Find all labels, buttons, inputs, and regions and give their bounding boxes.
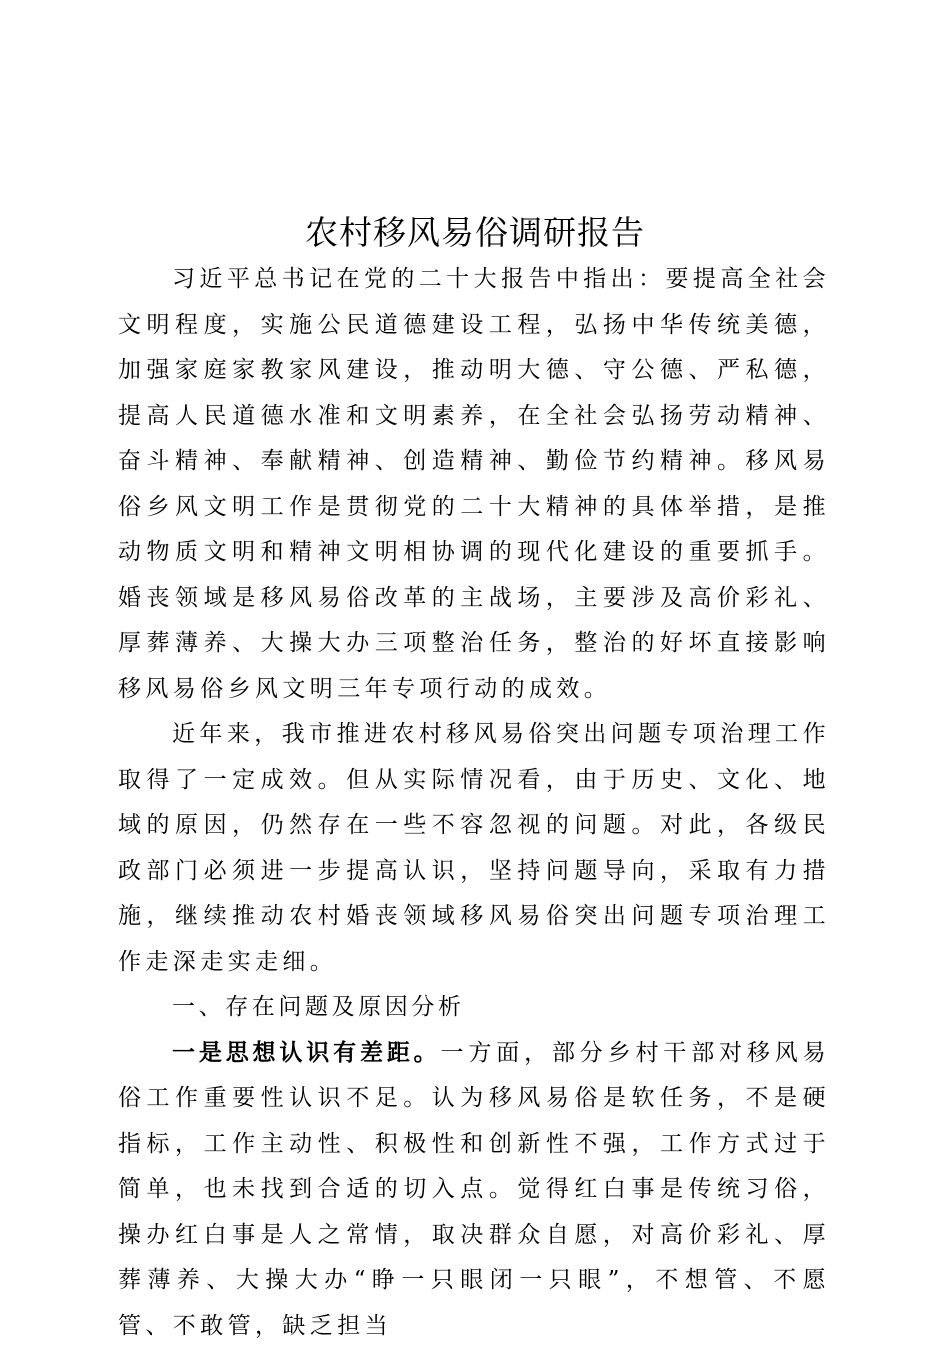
point-one-text: 一方面，部分乡村干部对移风易俗工作重要性认识不足。认为移风易俗是软任务，不是硬指标，工作主动性、积极性和创新性不强，工作方式过于简单，也未找到合适的切入点。觉得红白事是传统习俗，操办红白事是人之常情，取决群众自愿，对高价彩礼、厚葬薄养、大操大办“睁一只眼闭一只眼”，不想管、不愿管、不敢管，缺乏担当	[118, 1040, 830, 1339]
intro-paragraph: 习近平总书记在党的二十大报告中指出：要提高全社会文明程度，实施公民道德建设工程，弘扬中华传统美德，加强家庭家教家风建设，推动明大德、守公德、严私德，提高人民道德水准和文明素养，在全社会弘扬劳动精神、奋斗精神、奉献精神、创造精神、勤俭节约精神。移风易俗乡风文明工作是贯彻党的二十大精神的具体举措，是推动物质文明和精神文明相协调的现代化建设的重要抓手。婚丧领域是移风易俗改革的主战场，主要涉及高价彩礼、厚葬薄养、大操大办三项整治任务，整治的好坏直接影响移风易俗乡风文明三年专项行动的成效。	[118, 257, 830, 712]
context-paragraph: 近年来，我市推进农村移风易俗突出问题专项治理工作取得了一定成效。但从实际情况看，由于历史、文化、地域的原因，仍然存在一些不容忽视的问题。对此，各级民政部门必须进一步提高认识，坚持问题导向，采取有力措施，继续推动农村婚丧领域移风易俗突出问题专项治理工作走深走实走细。	[118, 712, 830, 985]
document-title: 农村移风易俗调研报告	[0, 208, 950, 258]
point-one-paragraph	[118, 1031, 830, 1349]
document-body	[118, 257, 830, 1349]
point-one-lead: 一是思想认识有差距。	[172, 1040, 441, 1066]
section-heading: 一、存在问题及原因分析	[118, 985, 830, 1031]
